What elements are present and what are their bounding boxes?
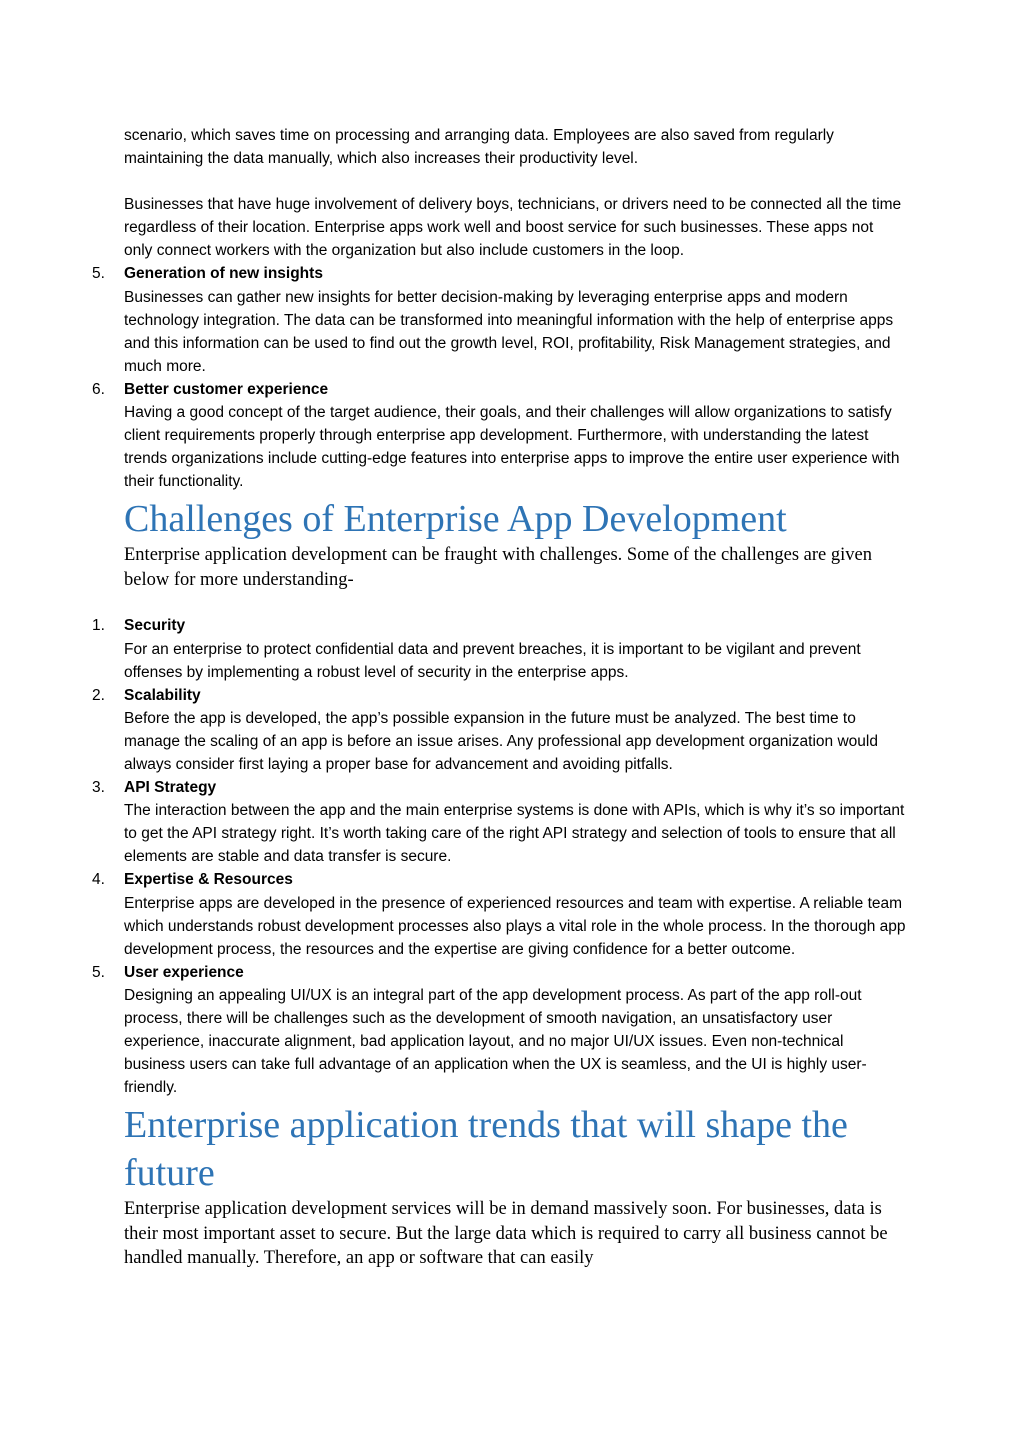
section-heading-challenges: Challenges of Enterprise App Development xyxy=(124,498,787,541)
list-item-user-experience xyxy=(92,961,906,1100)
page-content xyxy=(92,124,906,1271)
list-item-body: Designing an appealing UI/UX is an integral part of the app development process. As part of the app roll-out process, there will be challenges such as the development of smooth navigation, an unsatisfactory user experience, inaccurate alignment, bad application layout, and no major UI/UX issues. Even non-technical business users can take full advantage of an application when the UX is seamless, and the UI is highly user-friendly. xyxy=(124,986,867,1097)
list-item-api-strategy xyxy=(92,776,906,868)
section-intro: Enterprise application development can be fraught with challenges. Some of the challenges are given below for more understanding- xyxy=(124,545,872,590)
list-number: 6. xyxy=(92,380,105,398)
list-item-body: Businesses can gather new insights for better decision-making by leveraging enterprise apps and modern technology integration. The data can be transformed into meaningful information with the help of enterprise apps and this information can be used to find out the growth level, ROI, profitability, Risk Management strategies, and much more. xyxy=(124,288,894,375)
intro-paragraph: Businesses that have huge involvement of delivery boys, technicians, or drivers need to be connected all the time regardless of their location. Enterprise apps work well and boost service for such businesses. These apps not only connect workers with the organization but also include customers in the loop. xyxy=(124,196,902,260)
list-item-benefit-6 xyxy=(92,378,906,493)
list-number: 4. xyxy=(92,871,105,889)
list-number: 3. xyxy=(92,779,105,797)
list-item-benefit-5 xyxy=(92,262,906,377)
section-intro: Enterprise application development services will be in demand massively soon. For businesses, data is their most important asset to secure. But the large data which is required to carry all business cannot be handled manually. Therefore, an app or software that can easily xyxy=(124,1199,888,1269)
list-number: 5. xyxy=(92,265,105,283)
list-item-body: For an enterprise to protect confidential data and prevent breaches, it is important to be vigilant and prevent offenses by implementing a robust level of security in the enterprise apps. xyxy=(124,640,861,681)
list-item-body: The interaction between the app and the main enterprise systems is done with APIs, which is why it’s so important to get the API strategy right. It’s worth taking care of the right API strategy and selection of tools to ensure that all elements are stable and data transfer is secure. xyxy=(124,802,905,866)
list-item-scalability xyxy=(92,684,906,776)
intro-paragraph: scenario, which saves time on processing and arranging data. Employees are also saved from regularly maintaining the data manually, which also increases their productivity level. xyxy=(124,127,834,168)
list-item-title: Scalability xyxy=(124,686,201,704)
list-number: 1. xyxy=(92,617,105,635)
list-item-title: Security xyxy=(124,617,186,635)
list-item-title: Better customer experience xyxy=(124,380,329,398)
list-item-body: Before the app is developed, the app’s possible expansion in the future must be analyzed. The best time to manage the scaling of an app is before an issue arises. Any professional app development organization would always consider first laying a proper base for advancement and avoiding pitfalls. xyxy=(124,709,878,773)
list-item-title: Generation of new insights xyxy=(124,265,323,283)
list-item-title: User experience xyxy=(124,963,244,981)
list-item-expertise-resources xyxy=(92,868,906,960)
list-item-body: Having a good concept of the target audience, their goals, and their challenges will allow organizations to satisfy client requirements properly through enterprise app development. Furthermore, with understanding the latest trends organizations include cutting-edge features into enterprise apps to improve the entire user experience with their functionality. xyxy=(124,404,900,491)
list-item-title: API Strategy xyxy=(124,779,217,797)
list-number: 5. xyxy=(92,963,105,981)
list-number: 2. xyxy=(92,686,105,704)
section-heading-trends: Enterprise application trends that will shape the future xyxy=(124,1104,848,1195)
list-item-security xyxy=(92,614,906,683)
list-item-title: Expertise & Resources xyxy=(124,871,293,889)
list-item-body: Enterprise apps are developed in the presence of experienced resources and team with expertise. A reliable team which understands robust development processes also plays a vital role in the whole process. In the thorough app development process, the resources and the expertise are giving confidence for a better outcome. xyxy=(124,894,906,958)
